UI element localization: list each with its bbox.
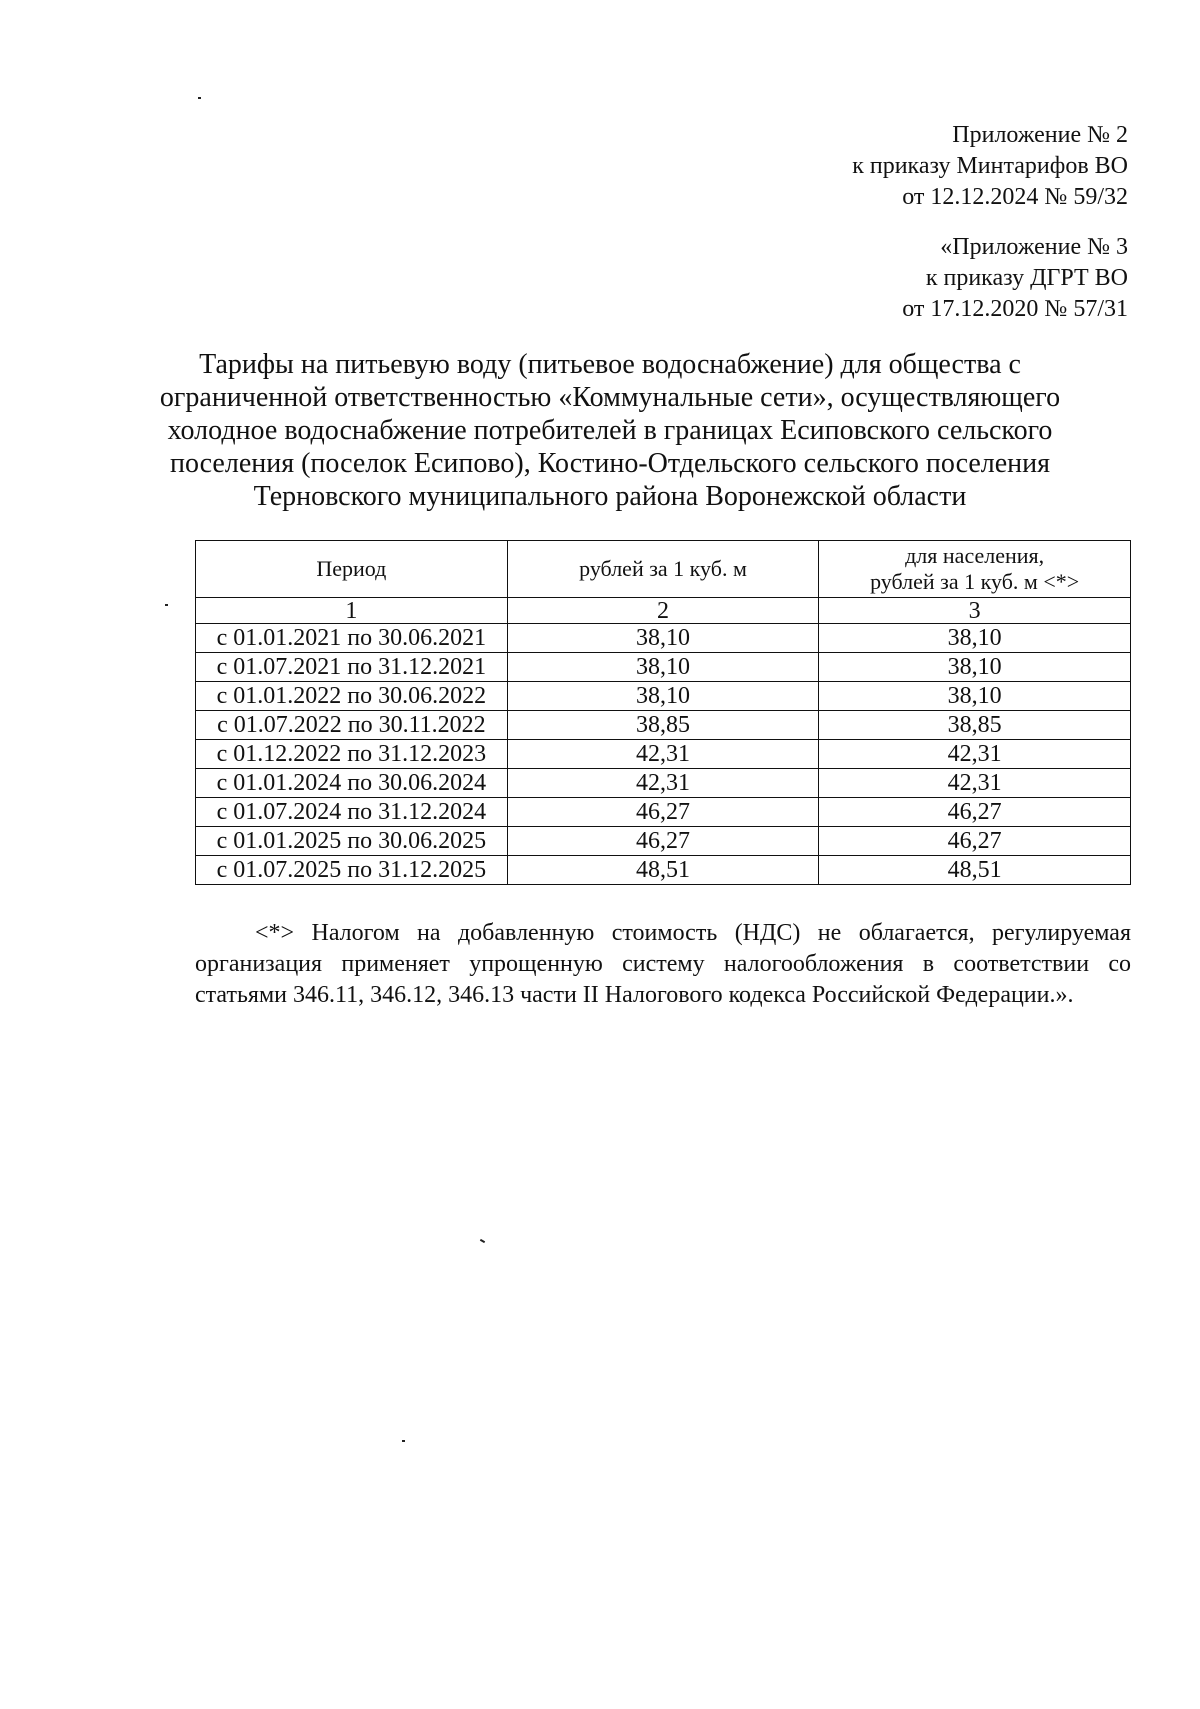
population-rate-cell: 38,10	[819, 682, 1131, 711]
document-title	[150, 348, 1070, 513]
table-header-row	[196, 541, 1131, 598]
column-number-row	[196, 598, 1131, 624]
appendix-previous-line3: от 17.12.2020 № 57/31	[902, 296, 1128, 322]
appendix-current-line3: от 12.12.2024 № 59/32	[902, 184, 1128, 210]
column-number: 2	[507, 598, 819, 624]
population-rate-cell: 42,31	[819, 740, 1131, 769]
rate-cell: 42,31	[507, 740, 819, 769]
population-rate-cell: 38,10	[819, 653, 1131, 682]
appendix-current-header	[852, 120, 1128, 213]
rate-cell: 42,31	[507, 769, 819, 798]
appendix-current-line1: Приложение № 2	[952, 122, 1128, 148]
table-row	[196, 856, 1131, 885]
rate-cell: 38,10	[507, 682, 819, 711]
header-population	[819, 541, 1131, 598]
appendix-previous-line2: к приказу ДГРТ ВО	[925, 265, 1128, 291]
title-line4: поселения (поселок Есипово), Костино-Отдельского сельского поселения	[169, 448, 1051, 479]
table-row	[196, 769, 1131, 798]
period-cell: с 01.07.2025 по 31.12.2025	[196, 856, 508, 885]
header-population-line2: рублей за 1 куб. м <*>	[870, 569, 1080, 594]
appendix-current-line2: к приказу Минтарифов ВО	[852, 153, 1128, 179]
table-row	[196, 682, 1131, 711]
header-rate: рублей за 1 куб. м	[507, 541, 819, 598]
period-cell: с 01.12.2022 по 31.12.2023	[196, 740, 508, 769]
rate-cell: 48,51	[507, 856, 819, 885]
population-rate-cell: 42,31	[819, 769, 1131, 798]
rate-cell: 38,10	[507, 624, 819, 653]
population-rate-cell: 38,10	[819, 624, 1131, 653]
rate-cell: 46,27	[507, 798, 819, 827]
title-line5: Терновского муниципального района Воронежской области	[253, 481, 967, 512]
period-cell: с 01.07.2022 по 30.11.2022	[196, 711, 508, 740]
scan-speck	[198, 97, 201, 99]
table-row	[196, 711, 1131, 740]
table-row	[196, 624, 1131, 653]
population-rate-cell: 46,27	[819, 827, 1131, 856]
table-row	[196, 740, 1131, 769]
table-row	[196, 827, 1131, 856]
header-population-line1: для населения,	[905, 543, 1045, 568]
period-cell: с 01.07.2024 по 31.12.2024	[196, 798, 508, 827]
table-row	[196, 653, 1131, 682]
population-rate-cell: 48,51	[819, 856, 1131, 885]
rate-cell: 38,10	[507, 653, 819, 682]
title-line1: Тарифы на питьевую воду (питьевое водоснабжение) для общества с	[199, 349, 1021, 380]
table-row	[196, 798, 1131, 827]
header-period: Период	[196, 541, 508, 598]
appendix-previous-header	[902, 232, 1128, 325]
period-cell: с 01.01.2021 по 30.06.2021	[196, 624, 508, 653]
population-rate-cell: 46,27	[819, 798, 1131, 827]
period-cell: с 01.01.2024 по 30.06.2024	[196, 769, 508, 798]
rate-cell: 38,85	[507, 711, 819, 740]
title-line3: холодное водоснабжение потребителей в границах Есиповского сельского	[167, 415, 1053, 446]
period-cell: с 01.01.2022 по 30.06.2022	[196, 682, 508, 711]
scan-speck	[165, 604, 168, 606]
tax-footnote	[195, 918, 1131, 1011]
tariffs-table	[195, 540, 1131, 885]
rate-cell: 46,27	[507, 827, 819, 856]
period-cell: с 01.07.2021 по 31.12.2021	[196, 653, 508, 682]
title-line2: ограниченной ответственностью «Коммунальные сети», осуществляющего	[159, 382, 1061, 413]
footnote-text: <*> Налогом на добавленную стоимость (НДС) не облагается, регулируемая организация применяет упрощенную систему налогообложения в соответствии со статьями 346.11, 346.12, 346.13 части II Налогового кодекса Российской Федерации.».	[195, 920, 1131, 1008]
appendix-previous-line1: «Приложение № 3	[940, 234, 1128, 260]
column-number: 3	[819, 598, 1131, 624]
period-cell: с 01.01.2025 по 30.06.2025	[196, 827, 508, 856]
scan-speck	[480, 1239, 485, 1243]
column-number: 1	[196, 598, 508, 624]
scan-speck	[402, 1440, 405, 1442]
population-rate-cell: 38,85	[819, 711, 1131, 740]
